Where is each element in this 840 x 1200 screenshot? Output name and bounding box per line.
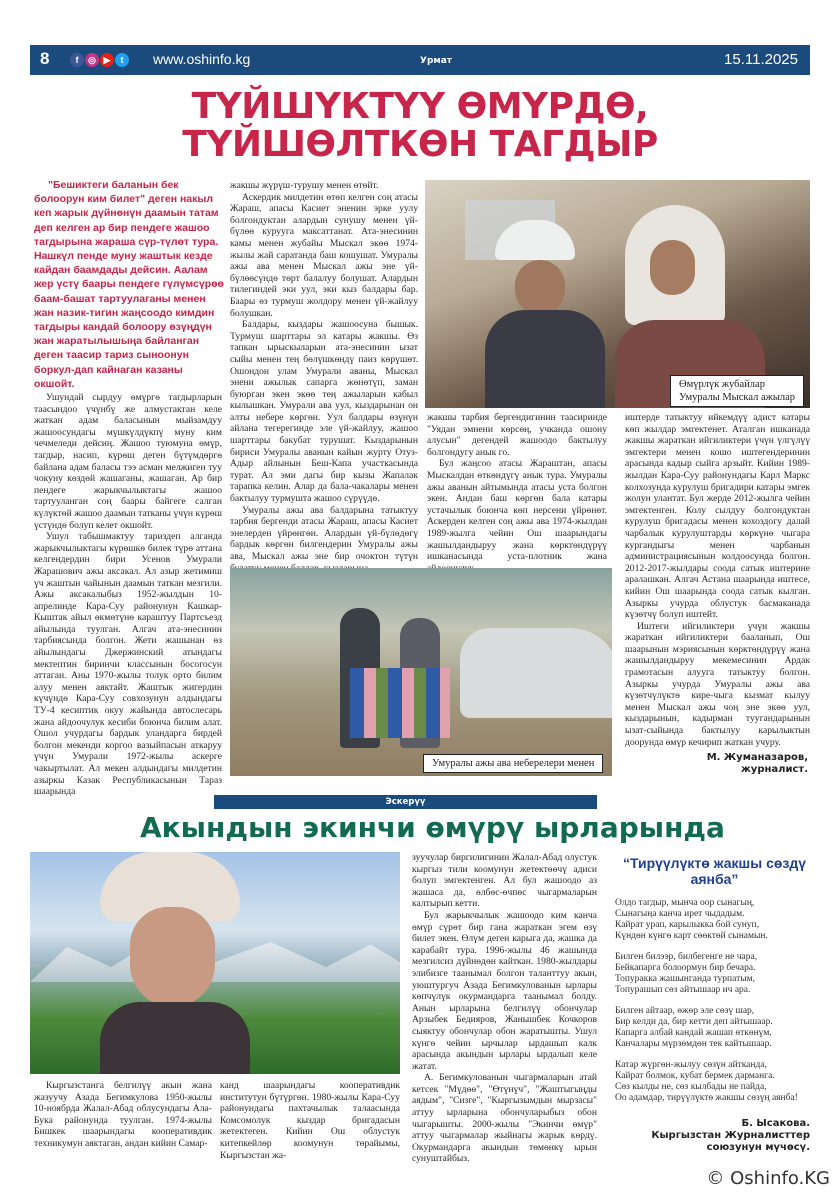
headline-line-1: ТҮЙШҮКТҮҮ ӨМҮРДӨ, — [191, 86, 649, 127]
page-header-bar — [30, 45, 810, 75]
poem-stanza — [615, 1060, 820, 1104]
article1-column-1 — [34, 392, 222, 798]
paragraph: иштерде татыктуу ийкемдүү адист катары көп жылдар эмгектенет. Аталган ишканада жакшы жараткан ийгиликтери үчүн үлгүлүү эмгектери менен кошо иштегендеринин арасында кадыр сыйга арзыйт. Кийин 1989-жылдан Кара-Суу районундагы Карл Маркс колхозунда курулуш бригадири катары эмгек жолун улантат. Бул жерде 2012-жылга чейин эмгектенген. Колу сылдуу болгондуктан курулуш бригадасы менен кохоздогу далай чарбалык курулуштарды көркүнө чыгара кургандыгы менен чарбанын администрациясынын колдоосунда болгон. 2012-2017-жылдары соода сатык иштерине аралашкан. Алгач Астана шаарында иштесе, кийин Ош шаарында соода сатык кылган. Азыркы учурда облустук басмаканада күзөтчү болуп иштейт. — [625, 412, 810, 621]
article1-column-4 — [625, 412, 810, 748]
paragraph: Умуралы ажы ава балдарына татыктуу тарбия бергенди атасы Жараш, апасы Касиет энелерден үйрөнгөн. Алардын үй-бүлөдөгү бардык көргөн билгендерин Умуралы ажы ава, Мыскал ажы эне бир очоктон түтүн — [230, 504, 418, 562]
author-name: Б. Ысакова. — [741, 1118, 810, 1129]
paragraph: Бул жаңсоо атасы Жараштан, апасы Мыскалдан өткөндүгү анык тура. Умуралы ажы аванын айтымында атасы уста болгон экен. Андан баш көргөн бала катары устачылык боюнча көп нерсени үйрөнөт. Аскерден келген соң ажы ава 1974-жылдан 1989-жылга чейин Ош шаарындагы жашылдандыруу жана көрктөндүрүү ишканасында уста-плотник жана — [427, 458, 607, 563]
site-watermark: © Oshinfo.KG — [706, 1168, 830, 1189]
caption-line-2: Умуралы Мыскал ажылар — [679, 392, 796, 403]
instagram-icon[interactable]: ◎ — [85, 53, 99, 67]
poem-line: Кайрат урап, карылыкка бой сунуп, — [615, 920, 759, 930]
photo-poet-portrait — [30, 852, 400, 1074]
article2-headline: Акындын экинчи өмүрү ырларында — [140, 811, 725, 844]
article1-headline — [150, 88, 690, 164]
twitter-icon[interactable]: t — [115, 53, 129, 67]
poem-line: Сынагыңа канча ирет чыдадым. — [615, 909, 745, 919]
poem-line: Катар жүргөн-жылуу сөзүн айтканда, — [615, 1060, 767, 1070]
photo-grandparents-with-grandchildren — [230, 568, 612, 776]
poem-title: “Тирүүлүктө жакшы сөздү аянба” — [622, 855, 807, 887]
page-number: 8 — [40, 49, 50, 68]
poem-stanza — [615, 952, 820, 996]
paragraph: Кыргызстанга белгилүү акын жана жазуучу Азада Бегимкулова 1950-жылы 10-ноябрда Жалал-Абад облусундагы Ала-Бука районунда туулган. 1974-жылы Бишкек шаарындагы кооперативдик техникумун аяктаган, андан кийин Самар- — [34, 1080, 212, 1149]
poem-line: Топурашып сөз айтышаар ич ара. — [615, 985, 751, 995]
paragraph: Балдары, кыздары жашоосуна бышык. Турмуш шарттары эл катары жакшы. Өз тапкан ырыскыларын ата-энесинин ызат сыйы менен тең бөлүшкөндү паиз көрүшөт. Ошондон улам Умурали аваны, Мыскал энени ажылык сапарга жөнөтүп, заман буюрган экен экөө тең ажыларын кабыл кылышкан. Умурали ава уул, кыздарынан он алты небере көргөн. Уул балдары өзүнүн айлана тегерегинде эле үй-жайлуу, жашоо шарттары бакубат турушат. Кыздарынын бириси Умуралы аванын кайын журту Отуз-Адыр айлынын Беш-Капа участкасында турат. Ал эми дагы бир кызы Жапалак тарапка келин. Алар да бала-чакалары менен бактылуу турмушта жашоо сүрүүдө. — [230, 319, 418, 505]
poem-line: Кайрат болмок, кубат бермек дарманга. — [615, 1071, 775, 1081]
youtube-icon[interactable]: ▶ — [100, 53, 114, 67]
paragraph: жакшы жүрүш-турушу менен өтөйт. — [230, 180, 379, 191]
paragraph: Бул жарыкчылык жашоодо ким канча өмүр сүрөт бир гана жараткан эгем өзү билет экен. Өлүм деген карыга да, жашка да карабайт тура. 1996-жылы 46 жашында мезгилсиз дүйнөдөн кайткан. 1980-жылдары элибизге таанымал болгон таланттуу акын, уюштургуч Азада Бегимкулованын ырлары көпчүлүк окурмандарга таанымал болду. Анын ырларына белгилүү обончулар Арзыбек Бедияров, Жанышбек Кочкоров сыяктуу обончулар обон жаратышты. Ушул күнгө чейин ырчылар ырдашып калк арасында акындын ырлары ырдалып келе жатат. — [412, 909, 597, 1072]
article2-column-1 — [34, 1080, 212, 1150]
paragraph: Иштеги ийгиликтери үчүн жакшы жараткан ийгиликтери бааланып, Ош шаарынын мэриясынын көрктөндүрүү жана жашылдандыруу мекемесинин Ардак грамотасын алууга татыктуу болгон. Азыркы учурда Умуралы ажы ава күзөтчүлүктө кире-чыга кызмат кылуу менен Мыскал ажы чоң эне экөө уул, кыздарынын, кадырман туугандарынын ызат-сыйында бактылуу карылыктын доорунда өмүр кечирип жаткан учуру. — [625, 620, 810, 748]
author-role: журналист. — [740, 764, 808, 775]
paragraph: А. Бегимкулованын чыгармаларын атай кетсек "Мүдөө", "Өтүнүч", "Жаштыгыңды аядым", "Сизге", "Кыргызымдын мырзасы" аттуу ырларына обончуларыбыз обон чыгарышты. 2000-жылы "Экинчи өмүр" аттуу чыгармалар жыйнагы жарык көрдү. Окурмандарга акындын төмөнкү ырын сунуштайбыз. — [412, 1072, 597, 1165]
paragraph: Ушул табышмактуу тариздеп алганда жарыкчылыктагы күрөшкө билек түрө аттана келгендердин бири Усенов Умурали Жарашович ажы аксакал. Ал азыр жетимиш үч жаштын чайынын даамын таткан мезгили. Ажы аксакалыбыз 1952-жылдын 10-апрелинде Кара-Суу районунун Кашкар- Кыштак айыл өкмөтүнө караштуу Партсъезд айылында туулган. Алгач ата-энесинин тарбиясында болгон. Жети жашынан өз айылындагы Джержинский атындагы мектептин биринчи классынын босогосун аттаган. Аны 1970-жылы толук орто билим алуу менен аяктайт. Жаштык жигердин күчүндө Кара-Суу совхозунун алдындагы ТУ-4 кесиптик окуу жайында автослесарь жана айдоочулук кесиби боюнча билим алат. Ошол учурдагы бардык уландарга бирдей болгон мекенди коргоо вазыйпасын аткаруу үчүн Умурали 1972-жылы аскерге чакыртылат. Ал мекен алдындагы милдетин азыркы Казак Республикасынын Тараз шаарында — [34, 531, 222, 798]
issue-date: 15.11.2025 — [724, 51, 798, 68]
poem-stanza — [615, 1006, 820, 1050]
author-role-line-1: Кыргызстан Журналисттер — [651, 1130, 810, 1141]
poem — [615, 898, 820, 1114]
article1-column-3 — [427, 412, 607, 574]
poem-line: Топуракка жашынганда турпатым, — [615, 974, 756, 984]
article2-column-3 — [412, 852, 597, 1165]
poem-line: Сөз кылды не, сөз кылбады не пайда, — [615, 1082, 767, 1092]
article1-lead: "Бешиктеги баланын бек болоорун ким билет" деген накыл кеп жарык дүйнөнүн даамын татам деп келген ар бир пендеге жашоо тагдырына жараша сүр-түлөт тура. Нашкүл пенде муну жаштык кезде кайдан баамдады дейсин. Аалам жер үстү баары пендеге гүлүмсүрөө баам-башат тартуулаганы менен жан назик-тигин жаңсоодо кимдин тагдыры кандай болоору өзүңдүн жан жаратылышыңа байланган деген таасир тариз сыноонун боркул-дап кайнаган казаны окшойт. — [34, 179, 224, 390]
social-icons — [70, 53, 129, 67]
poem-line: Бейкапарга болоормун бир бечара. — [615, 963, 756, 973]
article1-column-2 — [230, 180, 418, 574]
poem-stanza — [615, 898, 820, 942]
poem-line: Оо адамдар, тирүүлүктө жакшы сөзүң аянба! — [615, 1093, 798, 1103]
poem-line: Канчалары мүрзөмдөн тек кайтышаар. — [615, 1039, 772, 1049]
paragraph: канд шаарындагы кооперативдик институтун бүтүргөн. 1980-жылы Кара-Суу районундагы пахтачылык талаасында Комсомолук кыздар бригадасын жетектеген. Кийин Ош облустук китепкейлөр коомунун төрайымы, Кыргызстан жа- — [220, 1080, 400, 1161]
poem-line: Бир келди да, бир кетти деп айтышаар. — [615, 1017, 773, 1027]
poem-line: Билген айтаар, өжөр эле сөзү шар, — [615, 1006, 755, 1016]
photo-elderly-couple — [425, 180, 810, 408]
paragraph: Ушундай сырдуу өмүргө тагдырларын таасындоо үчүнбү же алмустактан келе жаткан адам баласынын мыйзамдуу жашоосундагы мүшкүлдүкпү муну ким чечмеледи дейсиң. Жашоо туюмуна өмүр, тагдыр, насип, күрөш деген бүтүмдөргө байлана адам баласы тээ асман мелжиген туу чокуну көздөй жашаганы, жашаган. Ар бир пендеге жарыкчылыктагы жашоо тартууланган соң баары байгеге салган күлүктөй жашоо даамын татканы үчүн күрөш үстүндө болуп келет окшойт. — [34, 392, 222, 531]
paragraph: жакшы тарбия бергендигинин таасиринде "Уядан эмнени көрсөң, учканда ошону алусын" дегендей жашоодо бактылуу болгондугу анык го. — [427, 412, 607, 458]
article2-rubric: Эскерүү — [214, 795, 597, 809]
article2-column-2 — [220, 1080, 400, 1161]
paragraph: Аскердик милдетин өтөп келген соң атасы Жараш, апасы Касиет эненин эрке уулу болгондуктан алардын сунушу менен үй-бүлөө курууга максаттанат. Ата-энесинин камы менен жубайы Мыскал экөө 1974-жылы жай саратанда баш кошушат. Умуралы ажы ава менен Мыскал ажы эне үй-бүлөөсүндө төрт балалуу болушат. Алардын тилегиндей эки уул, эки кыз балдары бар. Баары өз турмуш жолдору менен үй-жайлуу болушкан. — [230, 191, 418, 319]
poem-line: Капарга албай кандай жашап өткөнүм, — [615, 1028, 772, 1038]
poem-line: Күндөн күнгө карт сөөктөй сынамын. — [615, 931, 768, 941]
author-role-line-2: союзунун мүчөсү. — [706, 1142, 810, 1153]
article1-signature — [707, 752, 808, 776]
photo1-caption — [670, 375, 804, 407]
author-name: М. Жуманазаров, — [706, 752, 808, 763]
facebook-icon[interactable]: f — [70, 53, 84, 67]
paragraph: зуучулар биргилигинин Жалал-Абад олустук кыргыз тили коомунун жетектөөчү адиси болуп эмгектенген. Ал бул жашоодо аз жашаса да, өлбөс-өчпөс чыгармаларын калтырып кетти. — [412, 852, 597, 910]
poem-line: Олдо тагдыр, мынча оор сынагың, — [615, 898, 755, 908]
section-rubric: Урмат — [420, 56, 453, 66]
article2-signature — [651, 1118, 810, 1154]
caption-line-1: Өмүрлүк жубайлар — [679, 379, 765, 390]
photo2-caption: Умуралы ажы ава неберелери менен — [423, 754, 603, 773]
website-link[interactable]: www.oshinfo.kg — [153, 51, 251, 67]
headline-line-2: ТҮЙШӨЛТКӨН ТАГДЫР — [182, 124, 658, 165]
poem-line: Билген билээр, билбегенге не чара, — [615, 952, 758, 962]
